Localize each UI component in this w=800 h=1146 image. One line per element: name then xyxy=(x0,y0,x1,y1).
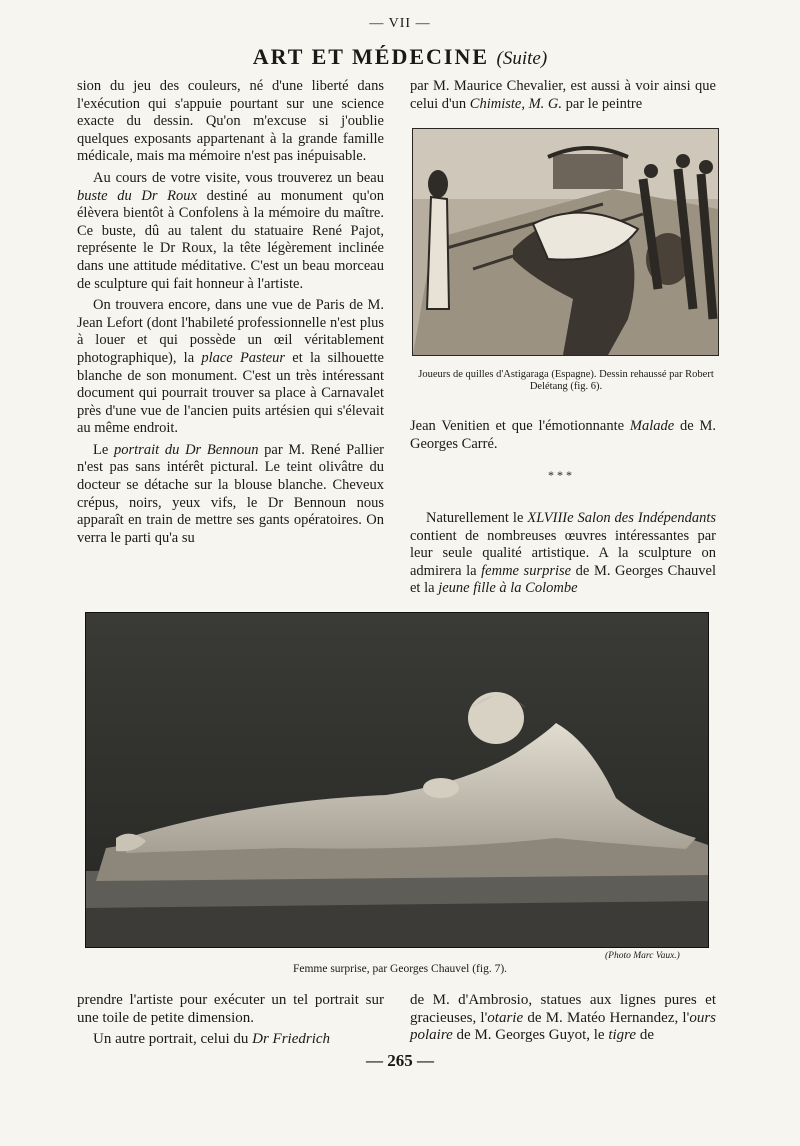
title-suite: (Suite) xyxy=(496,48,548,69)
skittles-drawing-illustration xyxy=(413,129,718,355)
figure-6-caption: Joueurs de quilles d'Astigaraga (Espagne). Dessin rehaussé par Robert Delétang (fig. 6). xyxy=(418,369,714,392)
section-title xyxy=(0,44,800,70)
paragraph: de M. d'Ambrosio, statues aux lignes pures et gracieuses, l'otarie de M. Matéo Hernandez, l'ours polaire de M. Georges Guyot, le tigre de xyxy=(410,992,716,1044)
paragraph: On trouvera encore, dans une vue de Paris de M. Jean Lefort (dont l'habileté professionnelle n'est plus à louer et qui possède un œil véritablement photographique), la place Pasteur et la silhouette blanche de son monument. C'est un très intéressant document qui pourrait trouver sa place à Carnavalet près d'une vue de l'ancien puits artésien qui s'élevait au même endroit. xyxy=(77,297,384,437)
bottom-right-column xyxy=(410,992,716,1049)
paragraph: Le portrait du Dr Bennoun par M. René Pallier n'est pas sans intérêt pictural. Le teint olivâtre du docteur se détache sur la blouse blanche. Cheveux crépus, noirs, yeux vifs, le Dr Bennoun nous apparaît en train de mettre ses gants opératoires. On verra le parti qu'a su xyxy=(77,441,384,546)
paragraph: par M. Maurice Chevalier, est aussi à voir ainsi que celui d'un Chimiste, M. G. par le peintre xyxy=(410,78,716,112)
paragraph: Naturellement le XLVIIIe Salon des Indépendants contient de nombreuses œuvres intéressantes par leur seule qualité artistique. A la sculpture on admirera la femme surprise de M. Georges Chauvel et la jeune fille à la Colombe xyxy=(410,510,716,597)
paragraph: prendre l'artiste pour exécuter un tel portrait sur une toile de petite dimension. xyxy=(77,992,384,1026)
right-column-bottom xyxy=(410,510,716,602)
figure-skittles-drawing xyxy=(412,128,719,356)
left-column xyxy=(77,78,384,551)
bottom-left-column xyxy=(77,992,384,1053)
paragraph: sion du jeu des couleurs, né d'une liberté dans l'exécution qui s'appuie pourtant sur une science exacte du dessin. Qu'on m'excuse si j'oublie quelques exposants appartenant à la grande famille médicale, mais ma mémoire n'est pas inépuisable. xyxy=(77,78,384,165)
running-page-number: — VII — xyxy=(369,16,431,31)
section-asterism: * * * xyxy=(548,468,572,482)
paragraph: Un autre portrait, celui du Dr Friedrich xyxy=(93,1031,331,1048)
sculpture-photo-illustration xyxy=(86,613,708,947)
right-column-top xyxy=(410,78,716,117)
page-number: — 265 — xyxy=(366,1051,434,1070)
photo-credit: (Photo Marc Vaux.) xyxy=(605,951,680,961)
paragraph: Jean Venitien et que l'émotionnante Malade de M. Georges Carré. xyxy=(410,418,716,452)
figure-reclining-sculpture-photo xyxy=(85,612,709,948)
title-main: ART ET MÉDECINE xyxy=(252,44,490,69)
figure-7-caption: Femme surprise, par Georges Chauvel (fig. 7). xyxy=(292,963,508,975)
paragraph: Au cours de votre visite, vous trouverez un beau buste du Dr Roux destiné au monument qu'on élèvera bientôt à Confolens à la mémoire du maître. Ce buste, dû au talent du statuaire René Pajot, représente le Dr Roux, la tête légèrement inclinée dans une attitude méditative. C'est un beau morceau de sculpture qui fait honneur à l'artiste. xyxy=(77,169,384,292)
right-column-middle xyxy=(410,418,716,457)
